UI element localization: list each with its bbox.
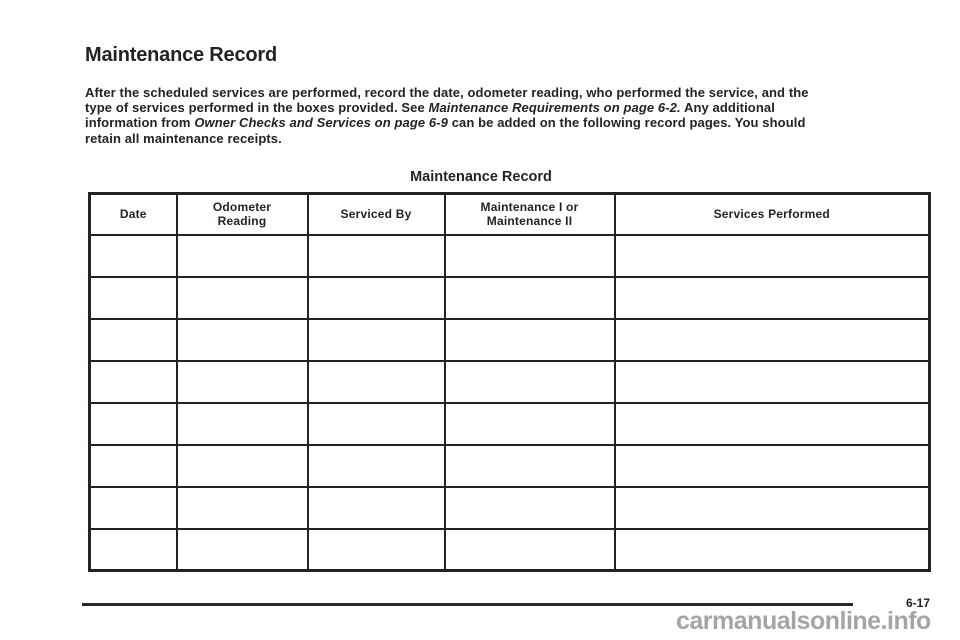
record-cell (177, 277, 308, 319)
record-cell (308, 445, 445, 487)
record-cell (177, 487, 308, 529)
record-cell (90, 403, 177, 445)
column-header-odometer-reading: Odometer Reading (177, 194, 308, 235)
table-row (90, 319, 930, 361)
page-title: Maintenance Record (85, 44, 278, 66)
record-cell (615, 277, 930, 319)
table-row (90, 235, 930, 277)
intro-text: can be added on the following record pages. You should (448, 115, 806, 131)
record-cell (90, 487, 177, 529)
intro-line (85, 85, 809, 100)
record-cell (615, 361, 930, 403)
record-cell (445, 529, 615, 571)
record-cell (445, 403, 615, 445)
table-header-row (90, 194, 930, 235)
record-cell (308, 403, 445, 445)
record-cell (615, 235, 930, 277)
record-cell (308, 235, 445, 277)
intro-text: retain all maintenance receipts. (85, 130, 282, 146)
intro-line (85, 115, 809, 130)
column-header-serviced-by: Serviced By (308, 194, 445, 235)
record-cell (90, 319, 177, 361)
record-cell (90, 277, 177, 319)
page-number: 6-17 (905, 596, 930, 610)
record-cell (308, 529, 445, 571)
record-cell (615, 403, 930, 445)
record-cell (90, 529, 177, 571)
record-cell (177, 235, 308, 277)
record-cell (615, 529, 930, 571)
record-cell (177, 361, 308, 403)
record-cell (615, 487, 930, 529)
column-header-maintenance-type: Maintenance I or Maintenance II (445, 194, 615, 235)
table-title: Maintenance Record (410, 169, 552, 185)
record-cell (177, 445, 308, 487)
record-cell (177, 319, 308, 361)
record-cell (90, 445, 177, 487)
record-cell (445, 445, 615, 487)
record-cell (445, 277, 615, 319)
watermark: carmanualsonline.info (676, 607, 931, 635)
intro-line (85, 100, 809, 115)
record-cell (445, 361, 615, 403)
record-cell (177, 529, 308, 571)
record-cell (308, 277, 445, 319)
record-cell (615, 445, 930, 487)
intro-text: information from (85, 115, 195, 131)
record-cell (445, 487, 615, 529)
intro-text: After the scheduled services are performed, record the date, odometer reading, who performed the service, and the (85, 85, 809, 100)
record-cell (445, 319, 615, 361)
record-cell (308, 319, 445, 361)
table-row (90, 277, 930, 319)
table-row (90, 529, 930, 571)
maintenance-record-table (88, 192, 931, 572)
record-cell (615, 319, 930, 361)
cross-reference: Maintenance Requirements on page 6-2. (428, 100, 681, 116)
column-header-date: Date (90, 194, 177, 235)
intro-line (85, 131, 809, 146)
table-row (90, 445, 930, 487)
record-cell (445, 235, 615, 277)
record-cell (90, 235, 177, 277)
intro-paragraph (85, 85, 809, 146)
record-cell (177, 403, 308, 445)
footer-divider (82, 603, 853, 606)
record-cell (90, 361, 177, 403)
record-cell (308, 487, 445, 529)
table-row (90, 361, 930, 403)
cross-reference: Owner Checks and Services on page 6-9 (194, 115, 449, 131)
table-row (90, 403, 930, 445)
record-cell (308, 361, 445, 403)
intro-text: Any additional (680, 100, 775, 116)
column-header-services-performed: Services Performed (615, 194, 930, 235)
intro-text: type of services performed in the boxes provided. See (85, 100, 429, 116)
table-row (90, 487, 930, 529)
